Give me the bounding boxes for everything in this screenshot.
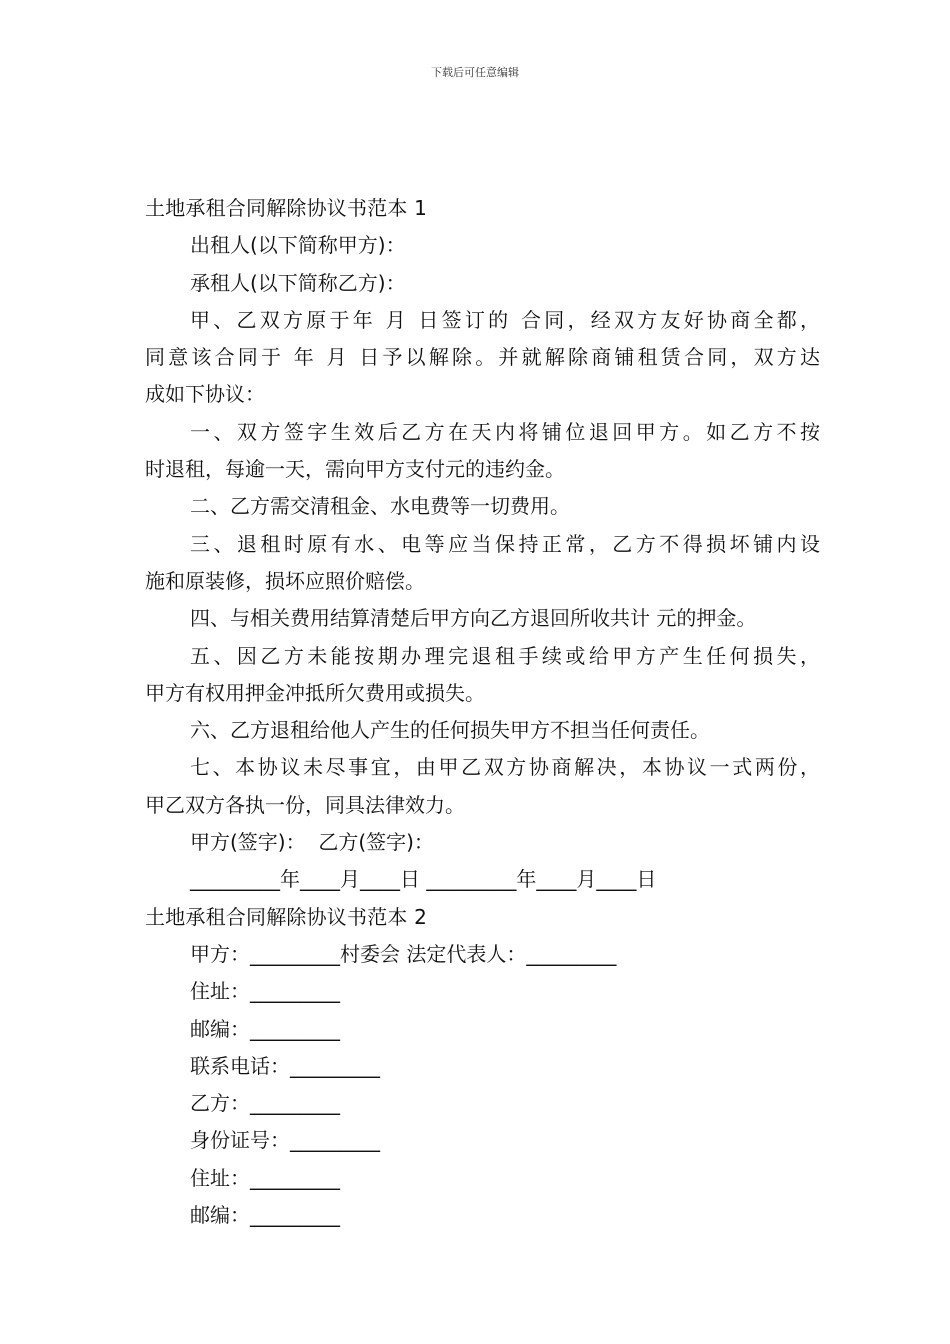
party-b-line: 乙方：_________ [190,1091,340,1116]
document-body [145,190,820,1234]
clause-1-line-2: 时退租，每逾一天，需向甲方支付元的违约金。 [145,457,565,482]
intro-paragraph-line-3: 成如下协议： [145,382,265,407]
clause-7-line-2: 甲乙双方各执一份，同具法律效力。 [145,792,465,817]
postcode-line-1: 邮编：_________ [190,1016,340,1041]
postcode-line-2: 邮编：_________ [190,1203,340,1228]
clause-2: 二、乙方需交清租金、水电费等一切费用。 [190,494,570,519]
clause-3-line-1: 三、退租时原有水、电等应当保持正常，乙方不得损坏铺内设 [190,531,820,556]
signature-line: 甲方(签字)： 乙方(签字)： [190,830,434,855]
intro-paragraph-line-2: 同意该合同于 年 月 日予以解除。并就解除商铺租赁合同，双方达 [145,345,820,370]
date-line: _________年____月____日 _________年____月____日 [190,867,657,892]
id-number-line: 身份证号：_________ [190,1128,380,1153]
clause-1-line-1: 一、双方签字生效后乙方在天内将铺位退回甲方。如乙方不按 [190,419,820,444]
phone-line: 联系电话：_________ [190,1053,380,1078]
party-a-line: 甲方：_________村委会 法定代表人：_________ [190,941,617,966]
clause-5-line-1: 五、因乙方未能按期办理完退租手续或给甲方产生任何损失， [190,643,820,668]
clause-6: 六、乙方退租给他人产生的任何损失甲方不担当任何责任。 [190,718,710,743]
address-line-1: 住址：_________ [190,979,340,1004]
page-header: 下载后可任意编辑 [431,66,519,79]
clause-3-line-2: 施和原装修，损坏应照价赔偿。 [145,568,425,593]
intro-paragraph-line-1: 甲、乙双方原于年 月 日签订的 合同，经双方友好协商全都， [190,307,820,332]
lessor-line: 出租人(以下简称甲方)： [190,233,406,258]
clause-5-line-2: 甲方有权用押金冲抵所欠费用或损失。 [145,680,485,705]
clause-7-line-1: 七、本协议未尽事宜，由甲乙双方协商解决，本协议一式两份， [190,755,820,780]
clause-4: 四、与相关费用结算清楚后甲方向乙方退回所收共计 元的押金。 [190,606,757,631]
section-title-2: 土地承租合同解除协议书范本 2 [145,904,428,929]
address-line-2: 住址：_________ [190,1165,340,1190]
lessee-line: 承租人(以下简称乙方)： [190,270,406,295]
section-title-1: 土地承租合同解除协议书范本 1 [145,196,428,220]
